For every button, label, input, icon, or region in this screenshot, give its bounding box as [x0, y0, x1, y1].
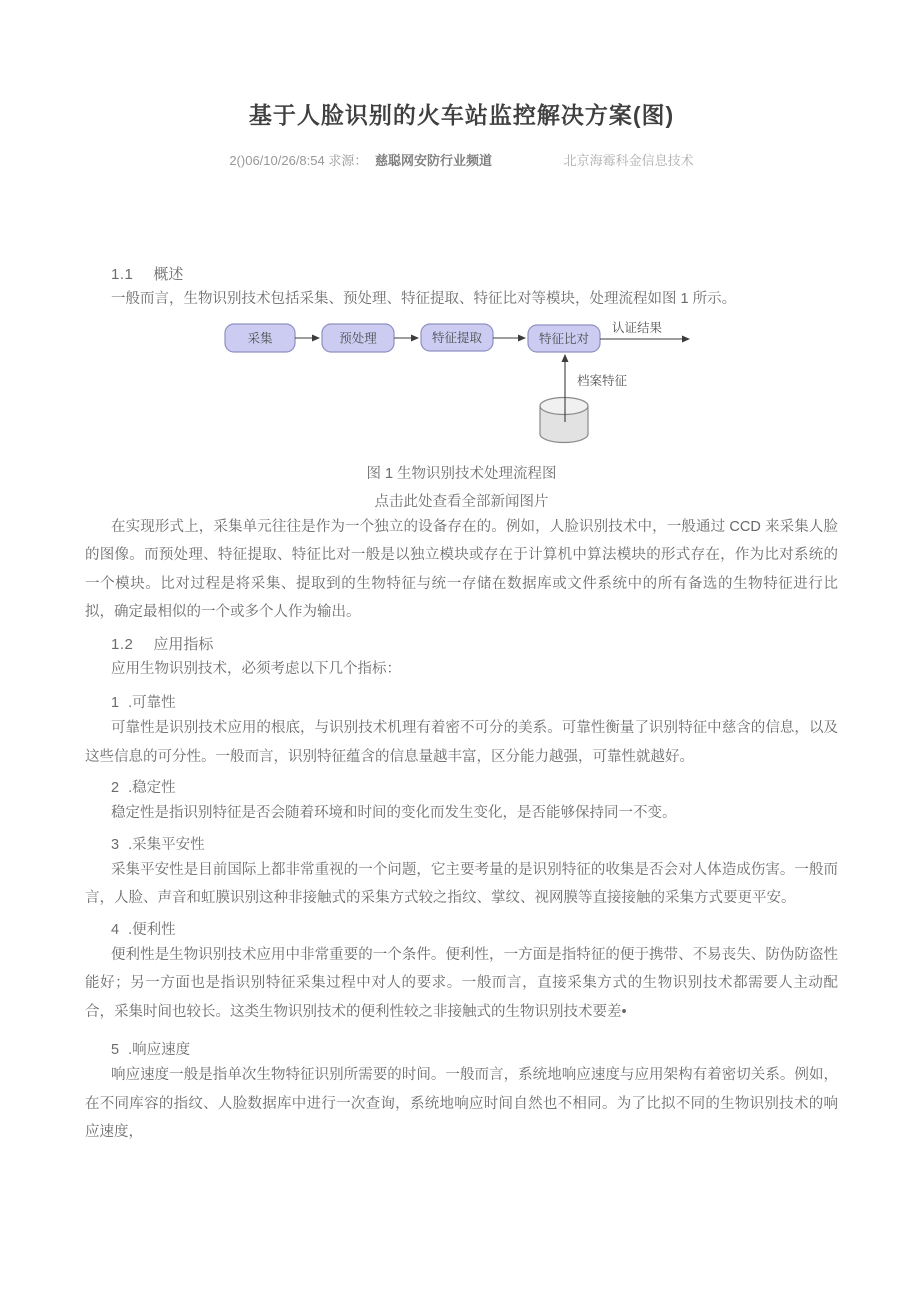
- biometric-flowchart: [200, 317, 700, 454]
- item-label: .稳定性: [128, 780, 176, 796]
- cylinder-top: [540, 397, 588, 414]
- flow-box-label: 特征提取: [431, 330, 483, 345]
- indicator-body-1: 可靠性是识别技术应用的根底，与识别技术机理有着密不可分的美系。可靠性衡量了识别特征中慈含的信息，以及这些信息的可分性。一般而言，识别特征蕴含的信息量越丰富，区分能力越强，可靠性就越好。: [85, 720, 838, 765]
- indicator-body-3: 采集平安性是目前国际上都非常重视的一个问题，它主要考量的是识别特征的收集是否会对人体造成伤害。一般而言，人脸、声音和虹膜识别这种非接触式的采集方式较之指纹、掌纹、视网膜等直接接触的采集方式要更平安。: [85, 861, 838, 906]
- publish-datetime: 2()06/10/26/8:54: [229, 153, 325, 168]
- source-label: 求源：: [328, 153, 368, 168]
- section-number: 1.1: [111, 266, 134, 283]
- flow-box-label: 特征比对: [538, 331, 590, 346]
- item-label: .响应速度: [128, 1042, 191, 1058]
- item-label: .可靠性: [128, 695, 176, 711]
- indicator-body-5: 响应速度一般是指单次生物特征识别所需要的时间。一般而言，系统地响应速度与应用架构有着密切关系。例如，在不同库容的指纹、人脸数据库中进行一次查询，系统地响应时间自然也不相同。为了比拟不同的生物识别技术的响应速度，: [85, 1067, 838, 1140]
- indicator-item-2: [111, 778, 838, 799]
- item-label: .便利性: [128, 921, 176, 938]
- article-meta: [85, 150, 838, 169]
- company-name: 北京海霉科金信息技术: [563, 153, 694, 168]
- indicator-item-5: [111, 1040, 838, 1061]
- section-heading-1-2: [111, 634, 838, 655]
- section-title: 概述: [153, 266, 184, 283]
- flow-box-label: 预处理: [339, 331, 377, 345]
- item-number: 4: [111, 921, 120, 938]
- indicators-intro: 应用生物识别技术，必须考虑以下几个指标：: [111, 660, 401, 677]
- indicator-item-4: [111, 920, 838, 941]
- item-number: 3: [111, 836, 120, 853]
- source-name: 慈聪网安防行业频道: [375, 153, 493, 168]
- flow-step-capture: [225, 324, 295, 352]
- item-number: 2: [111, 780, 120, 796]
- indicator-item-1: [111, 693, 838, 714]
- page-title: 基于人脸识别的火车站监控解决方案(图): [248, 102, 675, 128]
- flow-step-preprocess: [322, 324, 394, 352]
- archive-feature-label: 档案特征: [577, 373, 628, 388]
- implementation-paragraph: 在实现形式上，采集单元往往是作为一个独立的设备存在的。例如，人脸识别技术中，一般通过 CCD 来采集人脸的图像。而预处理、特征提取、特征比对一般是以独立模块或存在于计算机中算法模块的形式存在，作为比对系统的一个模块。比对过程是将采集、提取到的生物特征与统一存储在数据库或文件系统中的所有备选的生物特征进行比拟，确定最相似的一个或多个人作为输出。: [85, 518, 838, 620]
- item-number: 5: [111, 1042, 120, 1058]
- result-label: 认证结果: [611, 320, 663, 335]
- flow-step-feature-match: [528, 325, 600, 352]
- flow-box-label: 采集: [247, 331, 273, 345]
- indicator-body-2: 稳定性是指识别特征是否会随着环境和时间的变化而发生变化，是否能够保持同一不变。: [111, 805, 677, 821]
- intro-paragraph: 一般而言，生物识别技术包括采集、预处理、特征提取、特征比对等模块，处理流程如图 1 所示。: [111, 291, 737, 307]
- database-cylinder-icon: [540, 397, 588, 442]
- item-label: .采集平安性: [128, 836, 205, 853]
- indicator-item-3: [111, 835, 838, 856]
- view-all-images-link[interactable]: 点击此处查看全部新闻图片: [374, 493, 549, 510]
- figure-caption: 图 1 生物识别技术处理流程图: [366, 465, 557, 482]
- section-title: 应用指标: [153, 635, 214, 653]
- indicator-body-4: 便利性是生物识别技术应用中非常重要的一个条件。便利性，一方面是指特征的便于携带、不易丧失、防伪防盗性能好；另一方面也是指识别特征采集过程中对人的要求。一般而言，直接采集方式的生物识别技术都需要人主动配合，采集时间也较长。这类生物识别技术的便利性较之非接触式的生物识别技术要差•: [85, 946, 838, 1020]
- item-number: 1: [111, 695, 120, 711]
- section-heading-1-1: [111, 264, 838, 285]
- section-number: 1.2: [111, 635, 134, 653]
- flow-step-feature-extract: [421, 324, 493, 351]
